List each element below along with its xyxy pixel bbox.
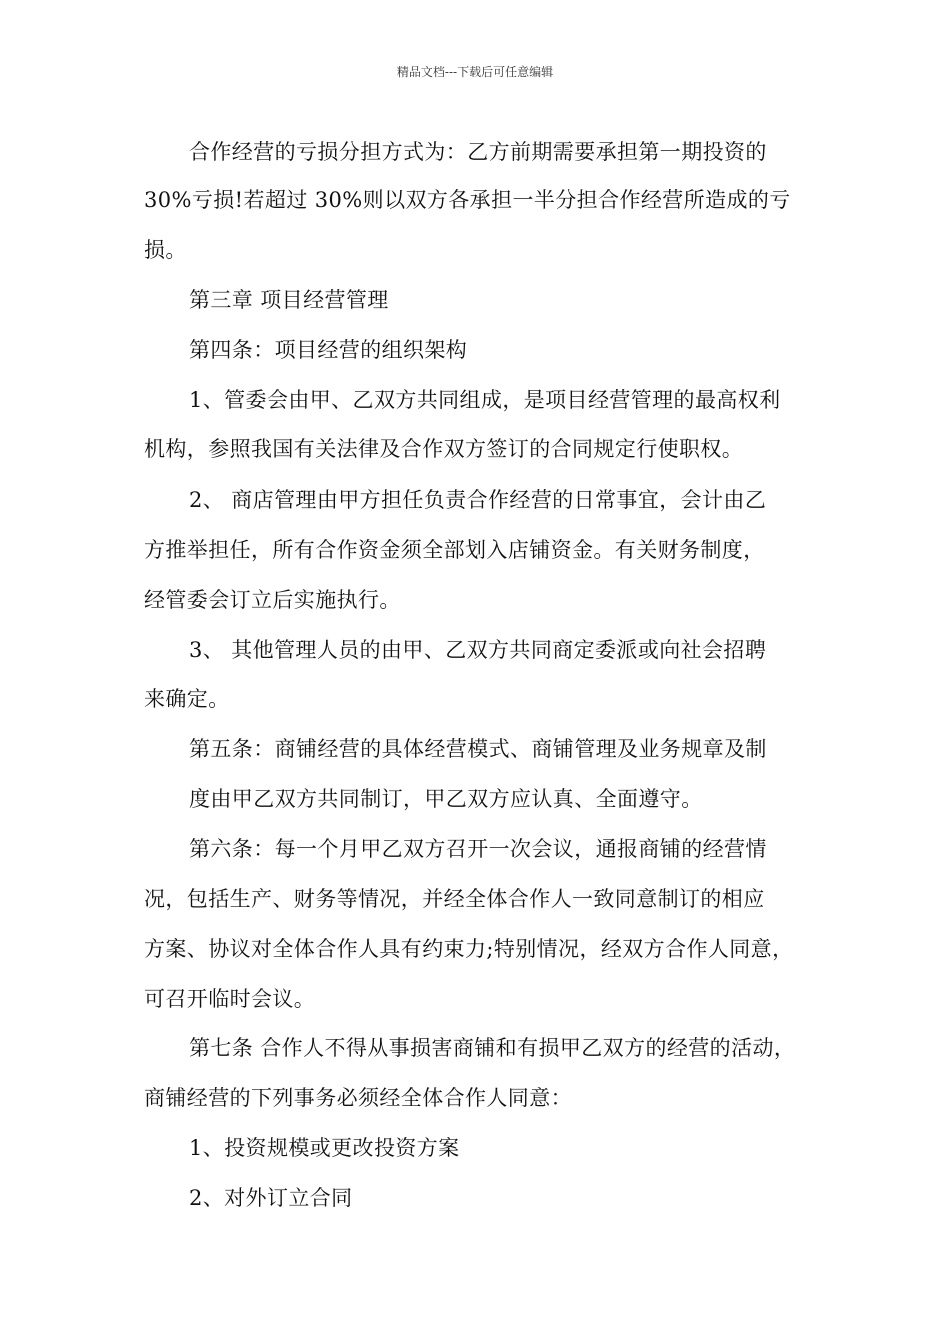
paragraph-line: 度由甲乙双方共同制订，甲乙双方应认真、全面遵守。 (189, 787, 703, 811)
paragraph-line: 损。 (144, 238, 187, 262)
paragraph-line: 2、 商店管理由甲方担任负责合作经营的日常事宜，会计由乙 (189, 488, 767, 512)
list-item: 2、对外订立合同 (189, 1186, 353, 1210)
paragraph-line: 可召开临时会议。 (144, 987, 316, 1011)
paragraph-line: 第七条 合作人不得从事损害商铺和有损甲乙双方的经营的活动， (189, 1036, 796, 1060)
page-header: 精品文档---下载后可任意编辑 (396, 65, 554, 79)
paragraph-line: 第五条：商铺经营的具体经营模式、商铺管理及业务规章及制 (189, 737, 767, 761)
paragraph-line: 合作经营的亏损分担方式为：乙方前期需要承担第一期投资的 (189, 140, 767, 164)
chapter-heading: 第三章 项目经营管理 (189, 288, 389, 312)
paragraph-line: 方推举担任，所有合作资金须全部划入店铺资金。有关财务制度， (144, 538, 765, 562)
paragraph-line: 来确定。 (144, 687, 230, 711)
paragraph-line: 商铺经营的下列事务必须经全体合作人同意： (144, 1086, 572, 1110)
paragraph-line: 经管委会订立后实施执行。 (144, 588, 401, 612)
paragraph-line: 30%亏损!若超过 30%则以双方各承担一半分担合作经营所造成的亏 (144, 188, 791, 212)
paragraph-line: 3、 其他管理人员的由甲、乙双方共同商定委派或向社会招聘 (189, 638, 767, 662)
article-heading: 第四条：项目经营的组织架构 (189, 338, 468, 362)
paragraph-line: 第六条：每一个月甲乙双方召开一次会议，通报商铺的经营情 (189, 837, 767, 861)
paragraph-line: 1、管委会由甲、乙双方共同组成，是项目经营管理的最高权利 (189, 388, 781, 412)
paragraph-line: 机构，参照我国有关法律及合作双方签订的合同规定行使职权。 (144, 437, 744, 461)
paragraph-line: 方案、协议对全体合作人具有约束力;特别情况，经双方合作人同意， (144, 937, 794, 961)
list-item: 1、投资规模或更改投资方案 (189, 1136, 460, 1160)
paragraph-line: 况，包括生产、财务等情况，并经全体合作人一致同意制订的相应 (144, 887, 765, 911)
